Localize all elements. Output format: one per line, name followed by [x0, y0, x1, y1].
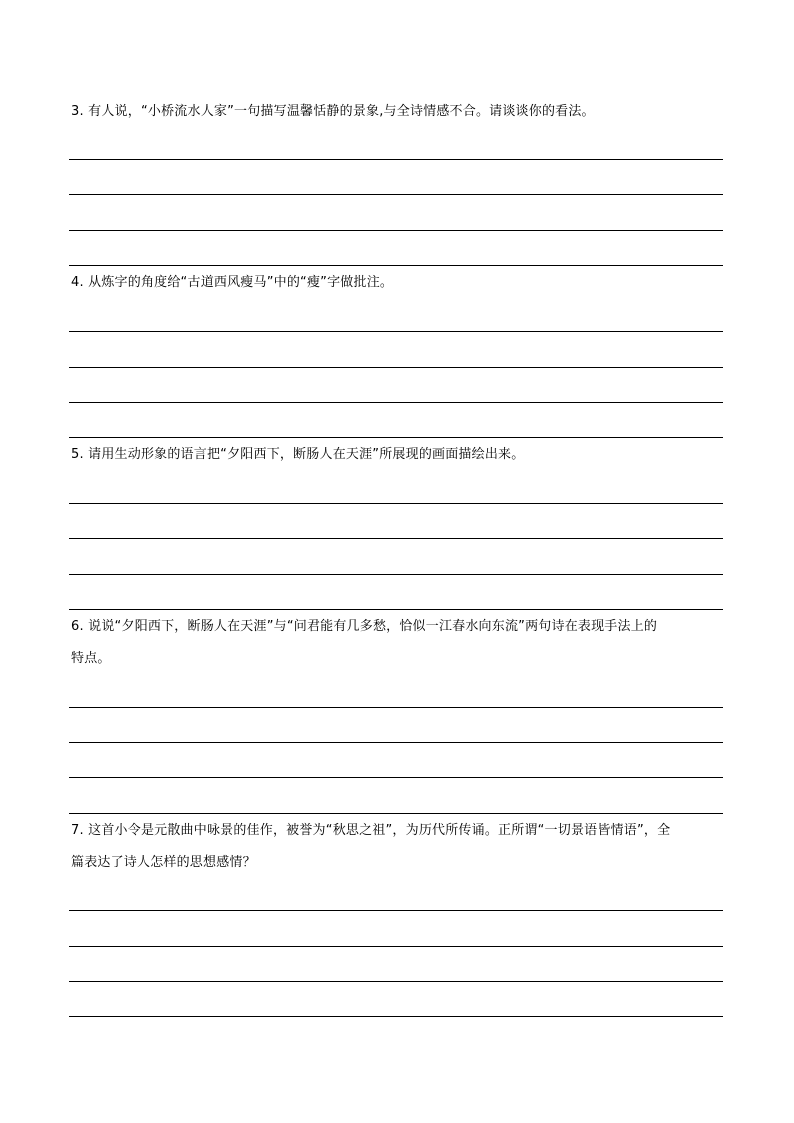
question-number: 4. — [71, 275, 84, 290]
answer-line[interactable] — [69, 609, 723, 610]
question-6 — [71, 611, 723, 675]
question-3-text — [71, 96, 723, 128]
question-4-text — [71, 267, 723, 299]
question-prompt: 请用生动形象的语言把“夕阳西下，断肠人在天涯”所展现的画面描绘出来。 — [88, 447, 525, 462]
question-7 — [71, 815, 723, 879]
answer-line[interactable] — [69, 981, 723, 982]
answer-line[interactable] — [69, 910, 723, 911]
question-number: 7. — [71, 823, 84, 838]
question-number: 5. — [71, 447, 84, 462]
answer-line[interactable] — [69, 437, 723, 438]
question-prompt: 从炼字的角度给“古道西风瘦马”中的“瘦”字做批注。 — [88, 275, 394, 290]
question-5-text — [71, 439, 723, 471]
answer-line[interactable] — [69, 538, 723, 539]
question-7-text — [71, 815, 723, 847]
question-3 — [71, 96, 723, 128]
question-7-continuation: 篇表达了诗人怎样的思想感情？ — [71, 855, 256, 870]
answer-line[interactable] — [69, 402, 723, 403]
question-prompt: 有人说，“小桥流水人家”一句描写温馨恬静的景象,与全诗情感不合。请谈谈你的看法。 — [88, 104, 595, 119]
question-prompt: 这首小令是元散曲中咏景的佳作，被誉为“秋思之祖”，为历代所传诵。正所谓“一切景语皆情语”，全 — [88, 823, 671, 838]
answer-line[interactable] — [69, 813, 723, 814]
question-4 — [71, 267, 723, 299]
answer-line[interactable] — [69, 742, 723, 743]
answer-line[interactable] — [69, 503, 723, 504]
question-5 — [71, 439, 723, 471]
answer-line[interactable] — [69, 777, 723, 778]
answer-line[interactable] — [69, 946, 723, 947]
answer-line[interactable] — [69, 159, 723, 160]
answer-line[interactable] — [69, 230, 723, 231]
answer-line[interactable] — [69, 707, 723, 708]
question-6-continuation: 特点。 — [71, 651, 111, 666]
question-number: 6. — [71, 619, 84, 634]
answer-line[interactable] — [69, 194, 723, 195]
question-prompt: 说说“夕阳西下，断肠人在天涯”与“问君能有几多愁，恰似一江春水向东流”两句诗在表现手法上的 — [88, 619, 658, 634]
answer-line[interactable] — [69, 367, 723, 368]
answer-line[interactable] — [69, 1016, 723, 1017]
question-number: 3. — [71, 104, 84, 119]
answer-line[interactable] — [69, 574, 723, 575]
answer-line[interactable] — [69, 331, 723, 332]
question-6-text — [71, 611, 723, 643]
answer-line[interactable] — [69, 265, 723, 266]
